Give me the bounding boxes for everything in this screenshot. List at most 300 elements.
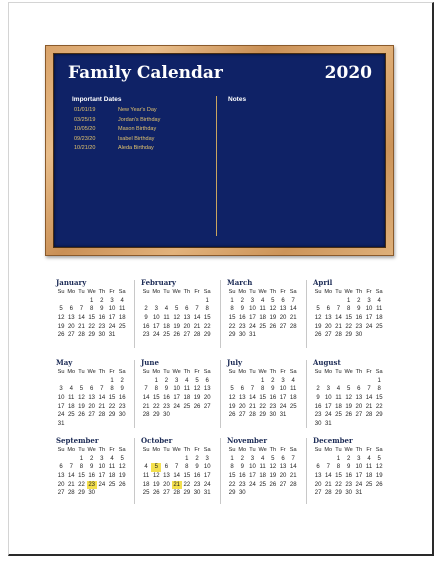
calendar-day: 12	[345, 395, 352, 402]
calendar-day: 10	[173, 386, 180, 393]
weekday-label: Sa	[289, 447, 297, 453]
calendar-day: 7	[174, 464, 179, 471]
week-row	[141, 297, 213, 306]
calendar-day: 3	[59, 386, 63, 393]
calendar-day: 15	[335, 473, 342, 480]
calendar-day: 16	[118, 395, 126, 402]
weekday-label: Sa	[203, 289, 211, 295]
weekday-header	[227, 288, 299, 297]
calendar-day: 14	[193, 315, 201, 322]
calendar-day: 12	[57, 315, 65, 322]
empty-day	[107, 420, 117, 429]
calendar-day: 25	[118, 323, 126, 330]
calendar-day: 6	[205, 377, 209, 384]
calendar-day: 5	[271, 297, 275, 304]
week-row	[141, 331, 213, 340]
calendar-day: 13	[203, 386, 211, 393]
month-name: September	[56, 436, 99, 445]
week-row	[56, 323, 128, 332]
weekday-label: Tu	[335, 447, 342, 453]
empty-day	[97, 489, 107, 498]
calendar-day: 9	[240, 306, 244, 313]
weekday-header	[56, 288, 128, 297]
empty-day	[76, 297, 86, 306]
calendar-day: 20	[57, 481, 65, 488]
calendar-day: 9	[346, 464, 351, 471]
weekday-label: Tu	[163, 369, 170, 375]
weekday-label: Su	[228, 447, 236, 453]
week-row	[313, 455, 385, 464]
week-row	[56, 472, 128, 481]
empty-day	[288, 331, 298, 340]
empty-day	[354, 377, 364, 386]
calendar-day: 25	[142, 490, 150, 497]
calendar-day: 16	[345, 473, 352, 480]
wooden-board-frame	[45, 45, 394, 256]
calendar-day: 25	[375, 323, 383, 330]
calendar-day: 9	[195, 464, 199, 471]
calendar-day: 2	[195, 455, 199, 462]
empty-day	[107, 489, 117, 498]
week-row	[141, 472, 213, 481]
calendar-day: 27	[203, 403, 211, 410]
week-row	[56, 455, 128, 464]
weekday-label: Mo	[152, 369, 161, 375]
calendar-day: 3	[326, 386, 330, 393]
week-row	[56, 481, 128, 490]
empty-day	[278, 489, 288, 498]
calendar-day: 14	[289, 306, 297, 313]
empty-day	[268, 489, 278, 498]
week-row	[227, 463, 299, 472]
calendar-day: 7	[326, 464, 330, 471]
calendar-day: 18	[259, 473, 266, 480]
calendar-day: 13	[355, 395, 363, 402]
weekday-label: Su	[57, 447, 65, 453]
weekday-label: Sa	[289, 289, 297, 295]
calendar-day: 20	[314, 481, 322, 488]
weekday-label: Su	[228, 369, 236, 375]
calendar-day: 8	[154, 386, 158, 393]
calendar-day: 16	[98, 315, 106, 322]
calendar-day: 3	[205, 455, 209, 462]
weekday-label: Su	[142, 447, 150, 453]
calendar-day: 17	[152, 323, 160, 330]
calendar-day: 4	[164, 306, 169, 313]
calendar-day: 6	[69, 306, 73, 313]
calendar-day: 13	[67, 315, 75, 322]
calendar-day: 16	[142, 323, 150, 330]
calendar-day: 7	[144, 386, 148, 393]
week-row	[141, 305, 213, 314]
calendar-day: 15	[259, 395, 266, 402]
calendar-day: 25	[259, 481, 266, 488]
calendar-day: 30	[269, 412, 277, 419]
calendar-day: 2	[316, 386, 320, 393]
empty-day	[333, 297, 343, 306]
calendar-day: 4	[185, 377, 189, 384]
calendar-day: 24	[108, 323, 116, 330]
month-column-separator	[134, 438, 135, 504]
calendar-day: 26	[193, 403, 201, 410]
calendar-day: 24	[249, 481, 256, 488]
calendar-day: 1	[230, 297, 234, 304]
weekday-label: Tu	[249, 447, 256, 453]
calendar-day: 10	[365, 306, 373, 313]
calendar-day: 10	[57, 395, 65, 402]
calendar-day: 31	[57, 421, 65, 428]
calendar-day: 17	[249, 473, 256, 480]
calendar-day: 29	[108, 412, 116, 419]
calendar-day: 30	[345, 490, 352, 497]
week-row	[227, 314, 299, 323]
empty-day	[141, 297, 151, 306]
important-dates-heading: Important Dates	[72, 96, 122, 103]
calendar-day: 9	[100, 306, 104, 313]
calendar-day: 25	[335, 412, 342, 419]
calendar-day: 19	[57, 323, 65, 330]
week-row	[227, 297, 299, 306]
calendar-day: 14	[173, 473, 180, 480]
calendar-day: 14	[98, 395, 106, 402]
calendar-day: 3	[357, 455, 361, 462]
month-name: February	[141, 278, 177, 287]
month-april	[313, 278, 385, 340]
calendar-day: 27	[183, 332, 191, 339]
calendar-day: 4	[260, 297, 265, 304]
empty-day	[323, 377, 333, 386]
calendar-day: 30	[118, 412, 126, 419]
calendar-day: 22	[345, 323, 352, 330]
calendar-day: 2	[120, 377, 124, 384]
calendar-day: 4	[336, 386, 341, 393]
calendar-day: 23	[118, 403, 126, 410]
calendar-day: 4	[367, 455, 371, 462]
calendar-day: 19	[269, 315, 277, 322]
weekday-label: Th	[269, 289, 277, 295]
week-row	[227, 472, 299, 481]
weekday-label: Mo	[67, 369, 76, 375]
month-column-separator	[306, 360, 307, 428]
week-row	[56, 331, 128, 340]
weekday-label: Tu	[78, 447, 85, 453]
week-row	[56, 314, 128, 323]
calendar-day: 14	[365, 395, 373, 402]
calendar-day: 24	[57, 412, 65, 419]
weekday-label: We	[172, 369, 181, 375]
calendar-day: 2	[164, 377, 169, 384]
week-row	[313, 403, 385, 412]
week-row	[56, 489, 128, 498]
calendar-day: 27	[163, 490, 170, 497]
empty-day	[117, 331, 127, 340]
calendar-day: 24	[152, 332, 160, 339]
calendar-day: 17	[57, 403, 65, 410]
week-row	[313, 463, 385, 472]
week-row	[56, 305, 128, 314]
calendar-day: 25	[259, 323, 266, 330]
calendar-day: 22	[88, 323, 95, 330]
calendar-day: 23	[142, 332, 150, 339]
weekday-header	[141, 446, 213, 455]
calendar-day: 21	[365, 403, 373, 410]
week-row	[313, 323, 385, 332]
weekday-label: Su	[314, 369, 322, 375]
calendar-day: 26	[314, 332, 322, 339]
calendar-day: 29	[228, 332, 236, 339]
calendar-day: 21	[78, 323, 85, 330]
calendar-day: 25	[365, 481, 373, 488]
month-name: October	[141, 436, 173, 445]
calendar-day: 13	[324, 315, 332, 322]
weekday-header	[313, 368, 385, 377]
empty-day	[247, 377, 257, 386]
calendar-day: 30	[163, 412, 170, 419]
calendar-day: 28	[173, 490, 180, 497]
weekday-label: We	[87, 369, 96, 375]
calendar-day: 17	[249, 315, 256, 322]
calendar-day: 7	[250, 386, 255, 393]
calendar-day: 8	[205, 306, 209, 313]
week-row	[227, 305, 299, 314]
empty-day	[288, 489, 298, 498]
calendar-day: 17	[355, 473, 363, 480]
calendar-day: 2	[89, 455, 94, 462]
calendar-day: 15	[78, 473, 85, 480]
weekday-label: Mo	[324, 447, 333, 453]
calendar-day: 27	[57, 490, 65, 497]
calendar-day: 14	[335, 315, 342, 322]
weekday-header	[141, 368, 213, 377]
empty-day	[56, 455, 66, 464]
calendar-day: 19	[78, 403, 85, 410]
empty-day	[202, 411, 212, 420]
week-row	[56, 394, 128, 403]
week-row	[56, 297, 128, 306]
empty-day	[288, 411, 298, 420]
calendar-day: 16	[238, 315, 246, 322]
empty-day	[258, 331, 268, 340]
calendar-day: 26	[173, 332, 180, 339]
weekday-label: Th	[183, 289, 191, 295]
calendar-day: 1	[89, 297, 94, 304]
month-december	[313, 436, 385, 498]
weekday-label: Sa	[375, 447, 383, 453]
week-row	[313, 420, 385, 429]
calendar-day: 27	[355, 412, 363, 419]
calendar-day: 9	[120, 386, 124, 393]
calendar-day: 13	[238, 395, 246, 402]
calendar-day: 3	[367, 297, 371, 304]
weekday-label: Mo	[152, 447, 161, 453]
calendar-day: 23	[88, 481, 95, 488]
calendar-day: 29	[259, 412, 266, 419]
calendar-day: 17	[108, 315, 116, 322]
calendar-day: 7	[69, 464, 73, 471]
weekday-label: Tu	[249, 289, 256, 295]
week-row	[227, 323, 299, 332]
calendar-day: 10	[98, 464, 106, 471]
weekday-label: Th	[183, 369, 191, 375]
weekday-label: Sa	[289, 369, 297, 375]
calendar-day: 5	[79, 386, 84, 393]
important-date-row	[74, 136, 224, 145]
calendar-day: 2	[357, 297, 361, 304]
calendar-day: 20	[183, 323, 191, 330]
weekday-label: We	[87, 289, 96, 295]
calendar-day: 24	[355, 481, 363, 488]
week-row	[313, 411, 385, 420]
weekday-label: We	[172, 289, 181, 295]
calendar-day: 30	[88, 490, 95, 497]
calendar-day: 5	[59, 306, 63, 313]
empty-day	[87, 377, 97, 386]
calendar-day: 1	[336, 455, 341, 462]
calendar-day: 28	[193, 332, 201, 339]
calendar-day: 28	[335, 332, 342, 339]
calendar-day: 3	[110, 297, 114, 304]
weekday-label: Th	[269, 369, 277, 375]
calendar-day: 6	[326, 306, 330, 313]
calendar-day: 6	[281, 297, 285, 304]
weekday-label: Sa	[118, 369, 126, 375]
calendar-day: 1	[79, 455, 84, 462]
calendar-day: 29	[88, 332, 95, 339]
calendar-day: 12	[314, 315, 322, 322]
calendar-day: 30	[98, 332, 106, 339]
month-name: April	[313, 278, 333, 287]
empty-day	[97, 377, 107, 386]
calendar-day: 26	[345, 412, 352, 419]
empty-day	[76, 377, 86, 386]
calendar-day: 8	[377, 386, 381, 393]
week-row	[313, 314, 385, 323]
calendar-day: 17	[279, 395, 287, 402]
calendar-day: 18	[67, 403, 75, 410]
calendar-day: 27	[314, 490, 322, 497]
weekday-label: Sa	[203, 369, 211, 375]
weekday-header	[56, 446, 128, 455]
calendar-day: 25	[289, 403, 297, 410]
calendar-day: 9	[144, 315, 148, 322]
calendar-day: 26	[375, 481, 383, 488]
calendar-day: 21	[67, 481, 75, 488]
calendar-day: 28	[67, 490, 75, 497]
calendar-day: 12	[118, 464, 126, 471]
calendar-day: 15	[228, 473, 236, 480]
weekday-label: Mo	[324, 369, 333, 375]
month-march	[227, 278, 299, 340]
calendar-day: 14	[249, 395, 256, 402]
weekday-label: Fr	[280, 447, 286, 453]
calendar-day: 17	[324, 403, 332, 410]
weekday-label: Su	[142, 369, 150, 375]
empty-day	[192, 297, 202, 306]
important-date-event: Mason Birthday	[118, 126, 157, 132]
calendar-day: 6	[281, 455, 285, 462]
calendar-day: 18	[259, 315, 266, 322]
empty-day	[258, 489, 268, 498]
calendar-day: 8	[89, 306, 94, 313]
calendar-day: 27	[67, 332, 75, 339]
month-column-separator	[134, 280, 135, 348]
weekday-label: Su	[314, 447, 322, 453]
calendar-day: 15	[183, 473, 191, 480]
weekday-label: We	[172, 447, 181, 453]
week-row	[313, 305, 385, 314]
calendar-day: 3	[281, 377, 285, 384]
month-column-separator	[220, 360, 221, 428]
weekday-label: Th	[355, 447, 363, 453]
calendar-day: 26	[78, 412, 85, 419]
calendar-day: 8	[260, 386, 265, 393]
calendar-day: 23	[314, 412, 322, 419]
calendar-day: 30	[193, 490, 201, 497]
weekday-label: Sa	[118, 447, 126, 453]
month-name: January	[56, 278, 87, 287]
weekday-label: Th	[183, 447, 191, 453]
calendar-day: 27	[279, 323, 287, 330]
calendar-day: 4	[120, 297, 124, 304]
calendar-day: 22	[375, 403, 383, 410]
calendar-day: 19	[228, 403, 236, 410]
calendar-day: 19	[375, 473, 383, 480]
empty-day	[151, 455, 161, 464]
month-october	[141, 436, 213, 498]
important-date-row	[74, 145, 224, 154]
calendar-day: 15	[88, 315, 95, 322]
calendar-day: 31	[203, 490, 211, 497]
week-row	[313, 377, 385, 386]
calendar-day: 4	[377, 297, 381, 304]
calendar-day: 9	[316, 395, 320, 402]
calendar-day: 6	[316, 464, 320, 471]
calendar-day: 5	[174, 306, 179, 313]
calendar-day: 27	[279, 481, 287, 488]
calendar-day: 18	[375, 315, 383, 322]
calendar-day: 9	[89, 464, 94, 471]
week-row	[227, 481, 299, 490]
calendar-day: 2	[240, 297, 244, 304]
calendar-day: 3	[100, 455, 104, 462]
important-date-row	[74, 126, 224, 135]
weekday-label: Mo	[67, 447, 76, 453]
weekday-label: Th	[98, 447, 106, 453]
calendar-day: 8	[336, 464, 341, 471]
month-column-separator	[220, 438, 221, 504]
calendar-day: 12	[269, 464, 277, 471]
weekday-label: Fr	[280, 289, 286, 295]
calendar-day: 29	[228, 490, 236, 497]
calendar-day: 1	[110, 377, 114, 384]
calendar-day: 9	[164, 386, 169, 393]
calendar-day: 11	[108, 464, 116, 471]
calendar-day: 8	[346, 306, 351, 313]
calendar-day: 24	[98, 481, 106, 488]
week-row	[313, 481, 385, 490]
weekday-label: Mo	[324, 289, 333, 295]
notes-heading: Notes	[228, 96, 247, 103]
calendar-day: 19	[118, 473, 126, 480]
calendar-day: 10	[108, 306, 116, 313]
weekday-header	[141, 288, 213, 297]
calendar-day: 27	[88, 412, 95, 419]
week-row	[141, 377, 213, 386]
weekday-label: Th	[355, 289, 363, 295]
weekday-label: Fr	[109, 369, 115, 375]
weekday-label: Tu	[335, 289, 342, 295]
month-column-separator	[306, 438, 307, 504]
